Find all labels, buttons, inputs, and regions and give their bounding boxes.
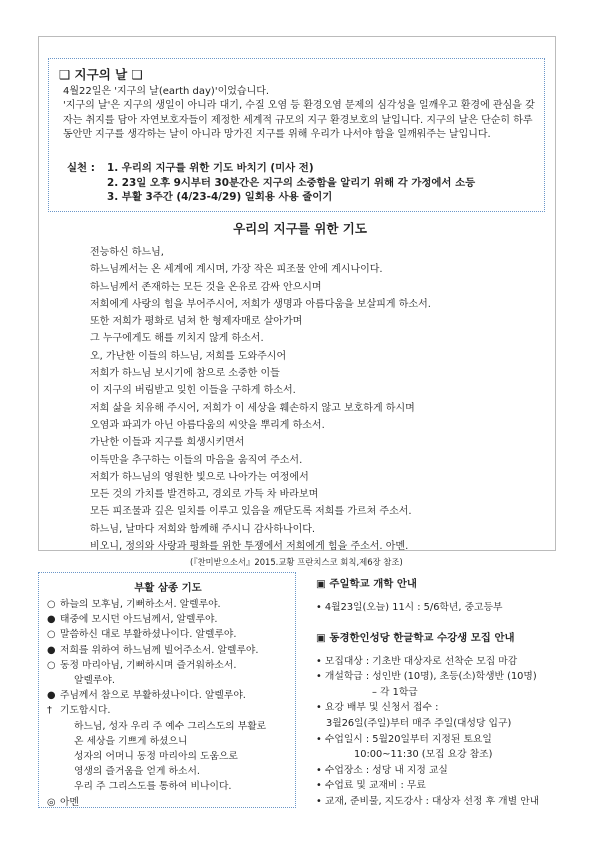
hangul-school-item: 3월26일(주일)부터 매주 주일(대성당 입구) <box>326 717 512 729</box>
prayer-line: 이득만을 추구하는 이들의 마음을 움직여 주소서. <box>90 454 303 466</box>
earth-day-box <box>48 58 545 212</box>
easter-prayer-text: 하늘의 모후님, 기뻐하소서. 알렐루야. <box>60 599 221 610</box>
prayer-symbol: ◎ <box>47 796 56 808</box>
hangul-school-item: – 각 1학급 <box>372 686 418 698</box>
easter-prayer-text: 영생의 즐거움을 얻게 하소서. <box>74 766 201 778</box>
easter-prayer-line <box>47 658 266 673</box>
hangul-school-title: ▣ 동경한인성당 한글학교 수강생 모집 안내 <box>316 631 515 644</box>
easter-prayer-text: 동정 마리아님, 기뻐하시며 즐거워하소서. <box>60 659 237 671</box>
prayer-title: 우리의 지구를 위한 기도 <box>233 221 367 236</box>
practice-item: 1. 우리의 지구를 위한 기도 바치기 (미사 전) <box>107 162 314 174</box>
prayer-line: 하느님께서 존재하는 모든 것을 온유로 감싸 안으시며 <box>90 281 322 293</box>
hangul-school-item: • 수업일시 : 5월20일부터 지정된 토요일 <box>316 733 492 745</box>
hangul-school-item: • 개설학급 : 성인반 (10명), 초등(소)학생반 (10명) <box>316 671 537 683</box>
practice-list <box>67 161 475 205</box>
prayer-line: 오, 가난한 이들의 하느님, 저희를 도와주시어 <box>90 350 287 362</box>
prayer-line: 가난한 이들과 지구를 희생시키면서 <box>90 437 245 449</box>
hangul-school-item: • 교재, 준비물, 지도강사 : 대상자 선정 후 개별 안내 <box>316 795 540 807</box>
prayer-line: 저희가 하느님의 영원한 빛으로 나아가는 여정에서 <box>90 471 309 483</box>
prayer-line: 저희 삶을 치유해 주시어, 저희가 이 세상을 훼손하지 않고 보호하게 하시며 <box>90 402 415 414</box>
practice-item: 3. 부활 3주간 (4/23-4/29) 일회용 사용 줄이기 <box>107 191 333 203</box>
easter-prayer-text: 우리 주 그리스도를 통하여 비나이다. <box>74 781 232 793</box>
prayer-line: 또한 저희가 평화로 넘쳐 한 형제자매로 살아가며 <box>90 316 303 328</box>
prayer-symbol: ○ <box>47 629 56 641</box>
prayer-line: 비오니, 정의와 사랑과 평화를 위한 투쟁에서 저희에게 힘을 주소서. 아멘. <box>90 541 409 553</box>
easter-prayer-text: 말씀하신 대로 부활하셨나이다. 알렐루야. <box>60 629 237 641</box>
prayer-symbol: ● <box>47 614 56 626</box>
easter-prayer-box <box>38 572 296 808</box>
easter-prayer-text: 주님께서 참으로 부활하셨나이다. 알렐루야. <box>60 690 246 702</box>
hangul-school-item: • 요강 배부 및 신청서 접수 : <box>316 702 439 714</box>
prayer-line: 이 지구의 버림받고 잊힌 이들을 구하게 하소서. <box>90 385 296 397</box>
prayer-line: 그 누구에게도 해를 끼치지 않게 하소서. <box>90 333 264 345</box>
easter-prayer-line <box>47 764 266 779</box>
prayer-line: 모든 것의 가치를 발견하고, 경외로 가득 차 바라보며 <box>90 489 319 501</box>
easter-prayer-text: 아멘 <box>60 796 79 808</box>
earth-day-paragraph: '지구의 날'은 지구의 생일이 아니라 대기, 수질 오염 등 환경오염 문제의 심각성을 일깨우고 환경에 관심을 갖자는 취지를 담아 자연보호자들이 제정한 세계적 규모의 지구 환경보호의 날입니다. 지구의 날은 단순히 하루 동안만 지구를 생각하는 날이 아니라 망가진 지구를 위해 우리가 나서야 함을 일깨워주는 날입니다. <box>63 100 535 141</box>
hangul-school-item: • 수업료 및 교재비 : 무료 <box>316 780 426 792</box>
easter-prayer-text: 알렐루야. <box>74 675 115 687</box>
prayer-symbol: † <box>47 705 52 717</box>
prayer-symbol: ○ <box>47 599 56 610</box>
practice-item: 2. 23일 오후 9시부터 30분간은 지구의 소중함을 알리기 위해 각 가정에서 소등 <box>107 176 476 189</box>
earth-day-title: ❑ 지구의 날 ❑ <box>59 67 143 82</box>
prayer-line: 저희가 하느님 보시기에 참으로 소중한 이들 <box>90 368 280 380</box>
easter-prayer-line <box>47 688 266 703</box>
sunday-school-item: • 4월23일(오늘) 11시 : 5/6학년, 중고등부 <box>316 602 503 613</box>
hangul-school-item: • 모집대상 : 기초반 대상자로 선착순 모집 마감 <box>316 655 518 667</box>
easter-prayer-line <box>47 627 266 642</box>
easter-prayer-lines <box>47 597 266 810</box>
prayer-line: 저희에게 사랑의 힘을 부어주시어, 저희가 생명과 아름다움을 보살피게 하소서. <box>90 298 431 310</box>
easter-prayer-line <box>47 779 266 794</box>
easter-prayer-line <box>47 749 266 764</box>
easter-prayer-line <box>47 597 266 612</box>
easter-prayer-line <box>47 703 266 718</box>
prayer-symbol: ● <box>47 690 56 702</box>
prayer-source: (『찬미받으소서』2015.교황 프란치스코 회칙,제6장 참조) <box>190 557 403 568</box>
prayer-line: 하느님, 날마다 저희와 함께해 주시니 감사하나이다. <box>90 523 316 535</box>
sunday-school-title: ▣ 주일학교 개학 안내 <box>316 578 417 590</box>
earth-day-paragraph: 4월22일은 '지구의 날(earth day)'이었습니다. <box>63 86 270 97</box>
easter-prayer-text: 기도합시다. <box>60 705 111 717</box>
easter-prayer-text: 성자의 어머니 동정 마리아의 도움으로 <box>74 751 238 763</box>
easter-prayer-line <box>47 612 266 627</box>
prayer-line: 전능하신 하느님, <box>90 247 164 258</box>
prayer-symbol: ○ <box>47 659 56 671</box>
prayer-line: 모든 피조물과 깊은 일치를 이루고 있음을 깨닫도록 저희를 가르쳐 주소서. <box>90 506 412 518</box>
hangul-school-item: • 수업장소 : 성당 내 지정 교실 <box>316 764 448 776</box>
easter-prayer-line <box>47 643 266 658</box>
notices-column <box>316 576 576 810</box>
easter-prayer-text: 저희를 위하여 하느님께 빌어주소서. 알렐루야. <box>60 644 259 656</box>
hangul-school-item: 10:00~11:30 (모집 요강 참조) <box>354 749 493 761</box>
easter-prayer-line <box>47 795 266 810</box>
prayer-line: 오염과 파괴가 아닌 아름다움의 씨앗을 뿌리게 하소서. <box>90 419 325 431</box>
easter-prayer-text: 하느님, 성자 우리 주 예수 그리스도의 부활로 <box>74 720 267 732</box>
easter-prayer-text: 온 세상을 기쁘게 하셨으니 <box>74 735 188 747</box>
easter-prayer-title: 부활 삼종 기도 <box>134 582 202 594</box>
easter-prayer-line <box>47 734 266 749</box>
easter-prayer-line <box>47 673 266 688</box>
easter-prayer-line <box>47 719 266 734</box>
earth-day-description <box>63 85 537 143</box>
prayer-line: 하느님께서는 온 세계에 계시며, 가장 작은 피조물 안에 계시나이다. <box>90 264 383 276</box>
practice-label: 실천 : <box>67 162 95 174</box>
prayer-symbol: ● <box>47 644 56 656</box>
easter-prayer-text: 태중에 모시던 아드님께서, 알렐루야. <box>60 614 218 626</box>
prayer-body <box>90 244 431 569</box>
